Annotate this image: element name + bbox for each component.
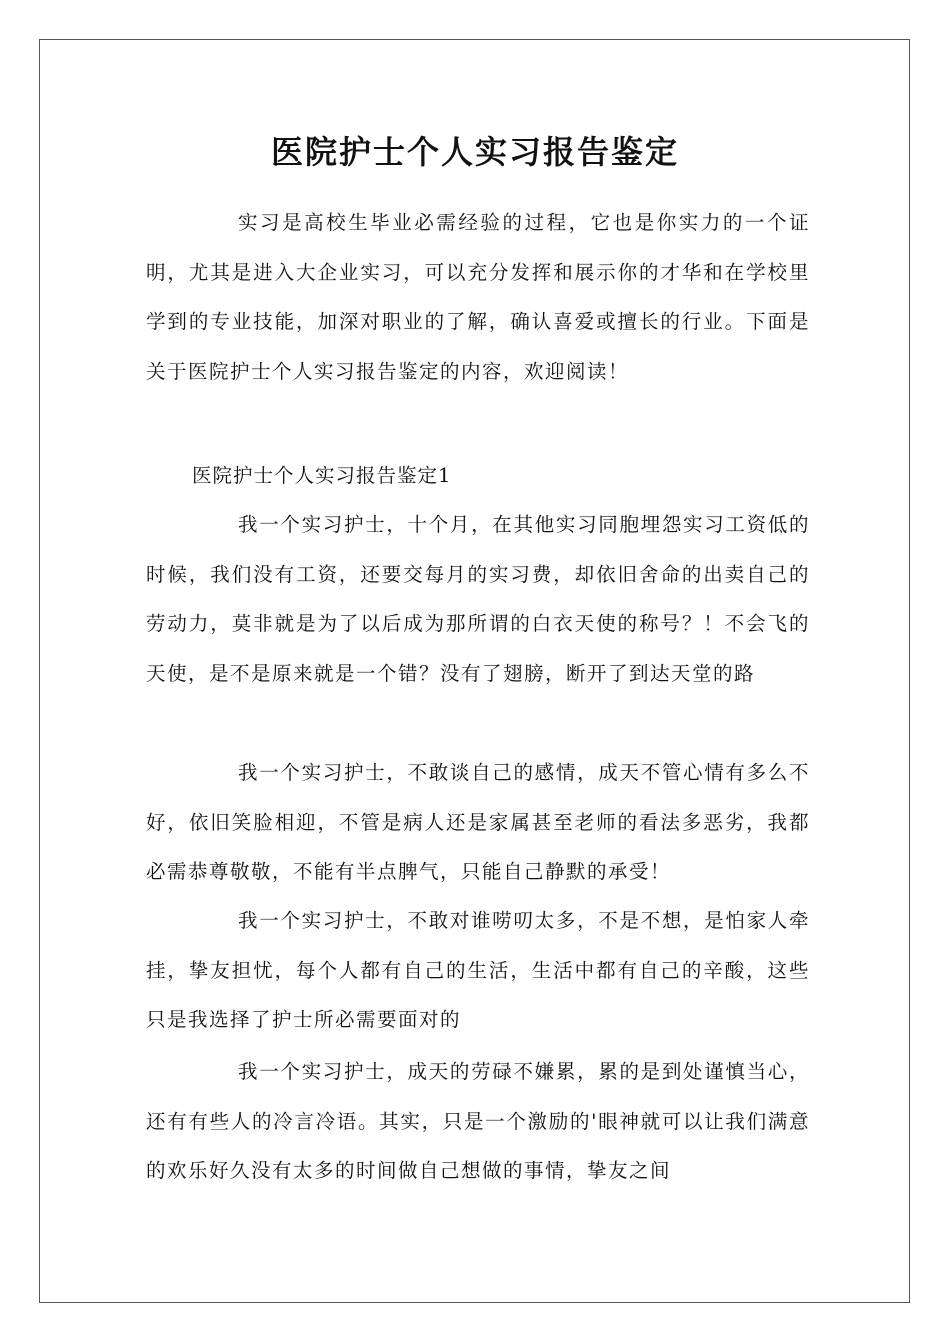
intro-paragraph: 实习是高校生毕业必需经验的过程，它也是你实力的一个证明，尤其是进入大企业实习，可以充分发挥和展示你的才华和在学校里学到的专业技能，加深对职业的了解，确认喜爱或擅长的行业。下面是关于医院护士个人实习报告鉴定的内容，欢迎阅读！ [146, 211, 810, 383]
body-paragraph-1: 我一个实习护士，十个月，在其他实习同胞埋怨实习工资低的时候，我们没有工资，还要交每月的实习费，却依旧舍命的出卖自己的劳动力，莫非就是为了以后成为那所谓的白衣天使的称号？！不会飞的天使，是不是原来就是一个错？没有了翅膀，断开了到达天堂的路 [146, 513, 810, 685]
document-title: 医院护士个人实习报告鉴定 [270, 133, 679, 171]
section-heading: 医院护士个人实习报告鉴定1 [192, 464, 452, 487]
body-paragraph-4: 我一个实习护士，成天的劳碌不嫌累，累的是到处谨慎当心，还有有些人的冷言冷语。其实，只是一个激励的'眼神就可以让我们满意的欢乐好久没有太多的时间做自己想做的事情，挚友之间 [146, 1060, 810, 1182]
body-paragraph-2: 我一个实习护士，不敢谈自己的感情，成天不管心情有多么不好，依旧笑脸相迎，不管是病人还是家属甚至老师的看法多恶劣，我都必需恭尊敬敬，不能有半点脾气，只能自己静默的承受！ [146, 761, 810, 883]
body-paragraph-3: 我一个实习护士，不敢对谁唠叨太多，不是不想，是怕家人牵挂，挚友担忧，每个人都有自己的生活，生活中都有自己的辛酸，这些只是我选择了护士所必需要面对的 [146, 909, 810, 1031]
